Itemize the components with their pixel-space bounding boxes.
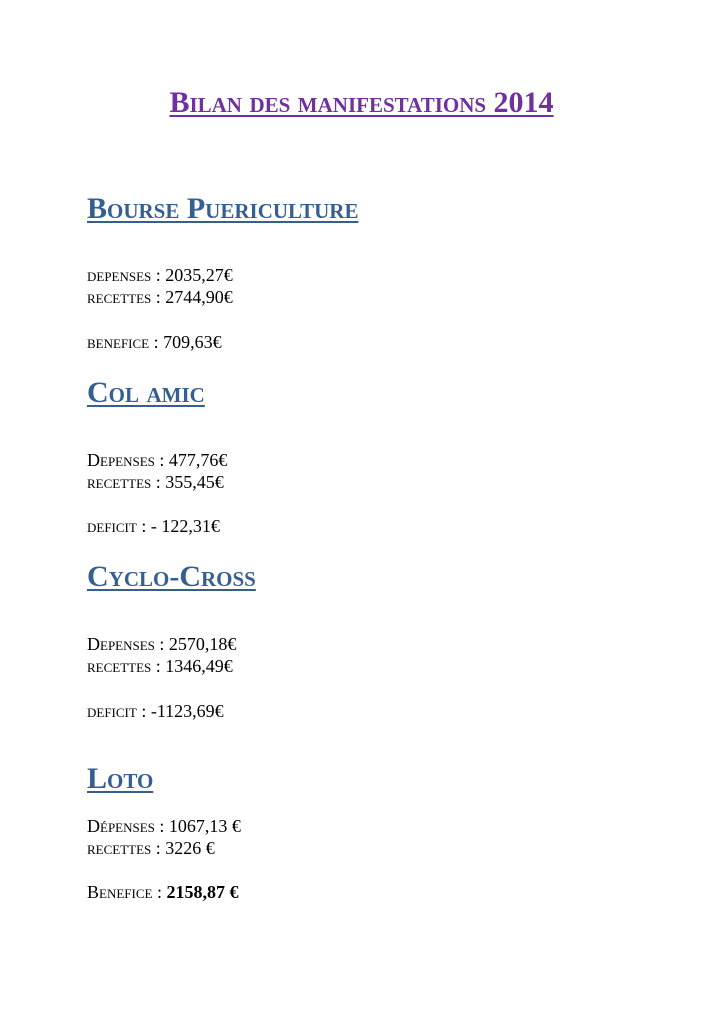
benefice-label: Benefice — [87, 882, 153, 902]
depenses-value: : 1067,13 € — [159, 816, 241, 836]
depenses-line — [87, 449, 227, 471]
benefice-line — [87, 881, 238, 903]
section-heading-cyclo-cross: Cyclo-Cross — [87, 560, 256, 593]
recettes-label: recettes — [87, 838, 152, 858]
recettes-line — [87, 837, 215, 859]
recettes-label: recettes — [87, 472, 152, 492]
benefice-value: 2158,87 € — [166, 882, 239, 902]
deficit-label: deficit — [87, 701, 137, 721]
depenses-label: depenses — [87, 265, 152, 285]
depenses-label: Depenses — [87, 450, 155, 470]
recettes-line — [87, 471, 224, 493]
depenses-line — [87, 815, 241, 837]
page-title: Bilan des manifestations 2014 — [169, 86, 554, 119]
recettes-label: recettes — [87, 656, 152, 676]
deficit-line — [87, 515, 220, 537]
deficit-value: : -1123,69€ — [141, 701, 224, 721]
recettes-value: : 3226 € — [155, 838, 215, 858]
deficit-label: deficit — [87, 516, 137, 536]
benefice-label: benefice — [87, 332, 150, 352]
recettes-value: : 1346,49€ — [155, 656, 233, 676]
recettes-label: recettes — [87, 287, 152, 307]
recettes-line — [87, 286, 233, 308]
section-heading-bourse-puericulture: Bourse Puericulture — [87, 192, 359, 225]
depenses-line — [87, 633, 236, 655]
depenses-label: Depenses — [87, 634, 155, 654]
depenses-value: : 477,76€ — [159, 450, 228, 470]
depenses-line — [87, 264, 233, 286]
depenses-label: Dépenses — [87, 816, 155, 836]
recettes-value: : 355,45€ — [155, 472, 224, 492]
deficit-line — [87, 700, 224, 722]
benefice-value: : 709,63€ — [153, 332, 222, 352]
section-heading-loto: Loto — [87, 762, 154, 795]
section-heading-col-amic: Col amic — [87, 376, 205, 409]
depenses-value: : 2035,27€ — [155, 265, 233, 285]
depenses-value: : 2570,18€ — [159, 634, 237, 654]
recettes-line — [87, 655, 233, 677]
benefice-value-prefix: : — [156, 882, 167, 902]
deficit-value: : - 122,31€ — [141, 516, 220, 536]
benefice-line — [87, 331, 222, 353]
recettes-value: : 2744,90€ — [155, 287, 233, 307]
